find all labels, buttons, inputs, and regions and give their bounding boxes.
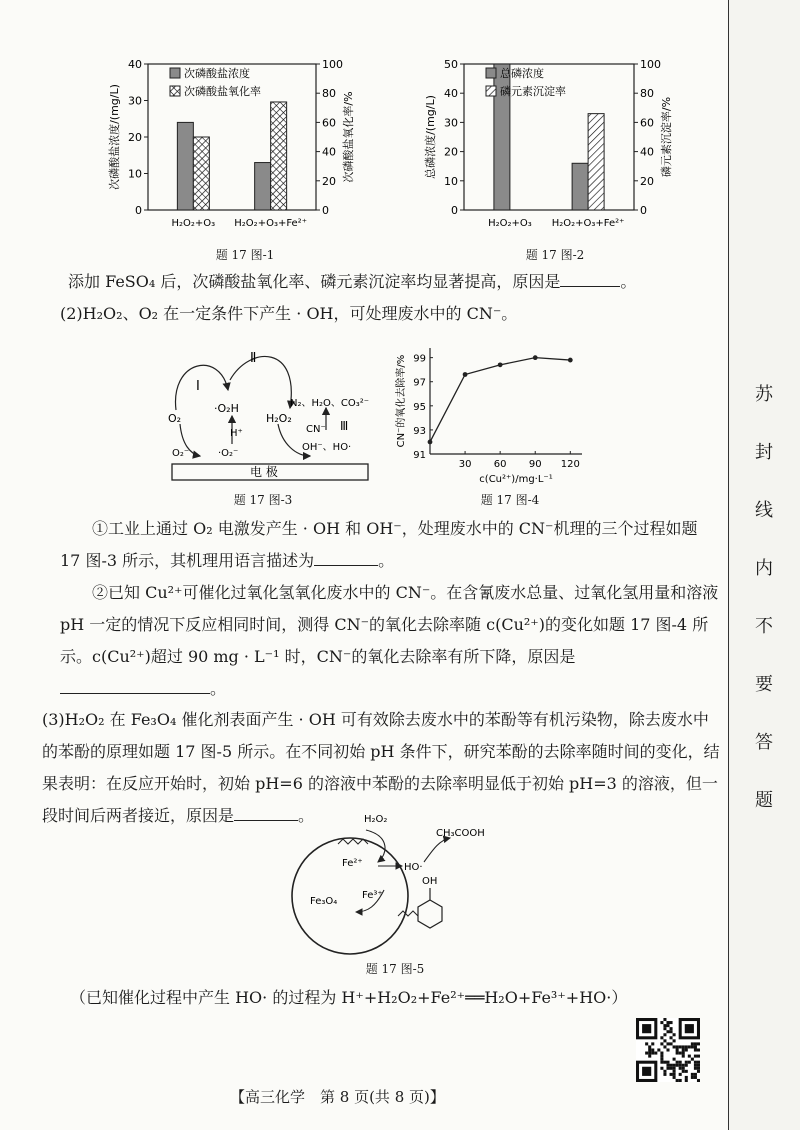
qr-module <box>688 1061 691 1064</box>
qr-module <box>691 1042 694 1045</box>
qr-module <box>670 1027 673 1030</box>
question-3-text: (3)H₂O₂ 在 Fe₃O₄ 催化剂表面产生 · OH 可有效除去废水中的苯酚等有机污染物，除去废水中的苯酚的原理如题 17 图-5 所示。在不同初始 pH 条件下，研究苯酚的去除率随时间的变化，结果表明：在反应开始时，初始 pH=6 的溶液中苯酚的去除率明显低于初始 pH=3 的溶液，但一段时间后两者接近，原因是 <box>42 710 720 825</box>
qr-module <box>685 1048 688 1051</box>
qr-module <box>660 1067 663 1070</box>
catalysis-note: （已知催化过程中产生 HO· 的过程为 H⁺+H₂O₂+Fe²⁺══H₂O+Fe³⁺+HO·） <box>70 988 628 1007</box>
bar-次磷酸盐氧化率 <box>193 137 209 210</box>
qr-module <box>682 1064 685 1067</box>
qr-module <box>648 1055 651 1058</box>
qr-module <box>663 1039 666 1042</box>
wavy-bond-top <box>338 839 368 844</box>
qr-finder-core <box>642 1024 651 1033</box>
qr-module <box>679 1079 682 1082</box>
oh-group-label: OH <box>422 876 438 887</box>
qr-module <box>670 1036 673 1039</box>
legend-swatch <box>486 68 496 78</box>
x-tick-label: 60 <box>493 459 507 470</box>
o2-minus-mid-label: ·O₂⁻ <box>218 448 239 459</box>
qr-module <box>648 1048 651 1051</box>
seal-char: 苏 <box>755 384 773 405</box>
qr-module <box>682 1052 685 1055</box>
seal-char: 内 <box>755 558 773 579</box>
y2-tick-label: 100 <box>640 58 661 71</box>
figure-17-4-caption: 题 17 图-4 <box>480 493 540 507</box>
y-tick-label: 95 <box>413 401 426 413</box>
y2-axis-label: 次磷酸盐氧化率/% <box>342 91 355 183</box>
legend-label: 次磷酸盐氧化率 <box>184 85 261 98</box>
qr-module <box>679 1067 682 1070</box>
qr-module <box>663 1070 666 1073</box>
figure-17-5 <box>280 808 510 958</box>
qr-module <box>666 1042 669 1045</box>
qr-module <box>676 1079 679 1082</box>
o2h-label: ·O₂H <box>214 402 239 415</box>
figure-17-4 <box>392 338 602 488</box>
qr-module <box>663 1045 666 1048</box>
qr-module <box>685 1079 688 1082</box>
figure-17-2-caption: 题 17 图-2 <box>525 248 585 262</box>
label-I: Ⅰ <box>196 379 200 394</box>
qr-module <box>663 1061 666 1064</box>
qr-module <box>694 1048 697 1051</box>
seal-char: 不 <box>755 616 773 637</box>
qr-module <box>670 1042 673 1045</box>
phenol-removal-diagram <box>280 808 510 958</box>
qr-finder-core <box>685 1024 694 1033</box>
figure-17-2 <box>412 52 712 242</box>
period: 。 <box>378 551 395 570</box>
y-tick-label: 40 <box>128 58 142 71</box>
qr-module <box>663 1027 666 1030</box>
qr-module <box>697 1048 700 1051</box>
qr-module <box>694 1055 697 1058</box>
qr-module <box>666 1061 669 1064</box>
qr-module <box>651 1052 654 1055</box>
y-tick-label: 91 <box>413 450 426 461</box>
qr-module <box>663 1033 666 1036</box>
legend-swatch <box>170 86 180 96</box>
answer-blank-1[interactable] <box>560 268 620 287</box>
qr-module <box>648 1045 651 1048</box>
bar-次磷酸盐浓度 <box>177 122 193 210</box>
qr-module <box>660 1036 663 1039</box>
chart-17-4 <box>392 338 602 488</box>
page-footer: 【高三化学 第 8 页(共 8 页)】 <box>230 1088 445 1106</box>
qr-module <box>688 1055 691 1058</box>
y-tick-label: 10 <box>128 167 142 181</box>
qr-module <box>666 1048 669 1051</box>
qr-module <box>660 1058 663 1061</box>
qr-module <box>645 1042 648 1045</box>
qr-module <box>694 1073 697 1076</box>
qr-module <box>666 1024 669 1027</box>
y-tick-label: 93 <box>413 425 426 437</box>
qr-module <box>645 1052 648 1055</box>
qr-module <box>679 1052 682 1055</box>
qr-module <box>697 1070 700 1073</box>
process-II-arc <box>230 356 291 408</box>
x-tick-label: 120 <box>560 459 580 470</box>
qr-module <box>685 1045 688 1048</box>
figure-17-1 <box>96 52 386 242</box>
figure-17-5-caption: 题 17 图-5 <box>365 962 425 976</box>
qr-module <box>660 1021 663 1024</box>
qr-module <box>685 1070 688 1073</box>
qr-module <box>670 1030 673 1033</box>
qr-module <box>666 1067 669 1070</box>
ho-to-acid-arrow <box>424 838 450 862</box>
qr-module <box>682 1067 685 1070</box>
data-point <box>498 362 503 367</box>
data-point <box>463 372 468 377</box>
qr-module <box>666 1021 669 1024</box>
legend-label: 次磷酸盐浓度 <box>184 67 250 80</box>
seal-char: 线 <box>755 500 773 521</box>
question-1-tail <box>68 266 718 298</box>
legend-label: 磷元素沉淀率 <box>500 85 566 98</box>
qr-module <box>663 1024 666 1027</box>
chart-17-2 <box>412 52 712 242</box>
qr-module <box>694 1045 697 1048</box>
y2-axis-label: 磷元素沉淀率/% <box>660 96 673 178</box>
data-point <box>568 358 573 363</box>
qr-module <box>685 1064 688 1067</box>
qr-module <box>663 1073 666 1076</box>
phenol-ring <box>418 900 442 928</box>
y2-tick-label: 80 <box>640 87 654 101</box>
qr-module <box>663 1018 666 1021</box>
qr-module <box>654 1052 657 1055</box>
qr-finder-core <box>642 1067 651 1076</box>
x-category-label: H₂O₂+O₃ <box>488 218 532 229</box>
y-axis-label: 次磷酸盐浓度/(mg/L) <box>108 84 121 190</box>
question-2-part-2 <box>60 577 720 705</box>
answer-blank-3[interactable] <box>60 675 210 694</box>
figure-17-3-caption: 题 17 图-3 <box>233 493 293 507</box>
question-1-text: 添加 FeSO₄ 后，次磷酸盐氧化率、磷元素沉淀率均显著提高，原因是 <box>68 272 561 291</box>
period: 。 <box>210 679 227 698</box>
x-category-label: H₂O₂+O₃ <box>171 218 216 229</box>
qr-module <box>670 1067 673 1070</box>
qr-module <box>660 1061 663 1064</box>
period: 。 <box>620 272 637 291</box>
qr-code <box>636 1018 700 1082</box>
bar-总磷浓度 <box>572 163 588 210</box>
mechanism-diagram <box>150 340 370 490</box>
x-axis-label: c(Cu²⁺)/mg·L⁻¹ <box>479 474 553 485</box>
seal-char: 答 <box>755 732 773 753</box>
qr-module <box>694 1042 697 1045</box>
figure-17-1-caption: 题 17 图-1 <box>215 248 275 262</box>
x-tick-label: 90 <box>528 459 542 470</box>
qr-module <box>679 1064 682 1067</box>
data-point <box>428 440 433 445</box>
qr-module <box>697 1042 700 1045</box>
y2-tick-label: 60 <box>322 116 336 130</box>
h2o2-label: H₂O₂ <box>266 412 292 425</box>
seal-char: 要 <box>755 674 773 695</box>
y-tick-label: 30 <box>444 116 458 130</box>
qr-module <box>676 1064 679 1067</box>
y-tick-label: 0 <box>135 204 142 217</box>
y-tick-label: 50 <box>444 58 458 71</box>
x-category-label: H₂O₂+O₃+Fe²⁺ <box>551 218 625 229</box>
qr-module <box>697 1079 700 1082</box>
o2-minus-left-label: O₂⁻ <box>172 448 190 459</box>
qr-module <box>694 1061 697 1064</box>
qr-module <box>697 1055 700 1058</box>
wavy-bond-bottom <box>398 911 418 916</box>
qr-module <box>666 1030 669 1033</box>
h2o2-arrow <box>366 830 385 862</box>
electrode-label: 电 极 <box>250 465 278 479</box>
series-line <box>430 358 570 442</box>
y-tick-label: 99 <box>413 353 426 365</box>
y-axis-label: CN⁻的氧化去除率/% <box>396 354 407 448</box>
qr-module <box>676 1048 679 1051</box>
y-tick-label: 20 <box>128 131 142 144</box>
y2-tick-label: 80 <box>322 87 336 101</box>
bar-磷元素沉淀率 <box>588 114 604 210</box>
qr-module <box>694 1064 697 1067</box>
y-tick-label: 20 <box>444 145 458 159</box>
qr-module <box>682 1045 685 1048</box>
y2-tick-label: 40 <box>322 145 336 159</box>
qr-module <box>673 1039 676 1042</box>
period: 。 <box>298 806 315 825</box>
legend-swatch <box>170 68 180 78</box>
qr-module <box>691 1045 694 1048</box>
ho-label: HO· <box>404 862 423 873</box>
qr-module <box>682 1048 685 1051</box>
qr-module <box>682 1070 685 1073</box>
qr-module <box>673 1073 676 1076</box>
h-plus-label: H⁺ <box>230 428 243 439</box>
qr-module <box>660 1042 663 1045</box>
qr-module <box>673 1064 676 1067</box>
qr-module <box>697 1061 700 1064</box>
label-III: Ⅲ <box>340 419 349 433</box>
answer-blank-2[interactable] <box>314 547 378 566</box>
question-2-part-2-text: ②已知 Cu²⁺可催化过氧化氢氧化废水中的 CN⁻。在含氰废水总量、过氧化氢用量和溶液 pH 一定的情况下反应相同时间，测得 CN⁻的氧化去除率随 c(Cu²⁺)的变化如题 17 图-4 所示。c(Cu²⁺)超过 90 mg · L⁻¹ 时，CN⁻的氧化去除率有所下降，原因是 <box>60 583 719 666</box>
qr-module <box>685 1061 688 1064</box>
y2-tick-label: 20 <box>322 174 336 188</box>
y2-tick-label: 0 <box>322 204 329 217</box>
question-2-part-1-text: ①工业上通过 O₂ 电激发产生 · OH 和 OH⁻，处理废水中的 CN⁻机理的三个过程如题 17 图-3 所示，其机理用语言描述为 <box>60 519 698 570</box>
o2-label: O₂ <box>168 412 182 425</box>
qr-module <box>691 1058 694 1061</box>
figure-17-3 <box>150 340 370 490</box>
fe2-label: Fe²⁺ <box>342 858 363 869</box>
y2-tick-label: 0 <box>640 204 647 217</box>
bar-次磷酸盐浓度 <box>255 163 271 210</box>
cn-label: CN⁻ <box>306 424 326 435</box>
qr-module <box>673 1045 676 1048</box>
y-axis-label: 总磷浓度/(mg/L) <box>424 95 437 179</box>
qr-module <box>657 1048 660 1051</box>
qr-module <box>670 1021 673 1024</box>
qr-module <box>666 1064 669 1067</box>
y-tick-label: 30 <box>128 94 142 108</box>
qr-module <box>679 1073 682 1076</box>
seal-char: 题 <box>755 790 773 811</box>
qr-module <box>697 1064 700 1067</box>
qr-module <box>697 1067 700 1070</box>
qr-module <box>676 1045 679 1048</box>
qr-module <box>660 1052 663 1055</box>
qr-module <box>694 1067 697 1070</box>
qr-module <box>673 1070 676 1073</box>
fe3o4-label: Fe₃O₄ <box>310 896 338 907</box>
chart-17-1 <box>96 52 386 242</box>
question-2-intro: (2)H₂O₂、O₂ 在一定条件下产生 · OH，可处理废水中的 CN⁻。 <box>60 304 518 323</box>
qr-module <box>682 1055 685 1058</box>
qr-module <box>676 1052 679 1055</box>
qr-module <box>694 1076 697 1079</box>
binding-margin <box>728 0 800 1130</box>
products-label: N₂、H₂O、CO₃²⁻ <box>290 398 370 409</box>
h2o2-label: H₂O₂ <box>364 814 388 825</box>
y-tick-label: 40 <box>444 87 458 101</box>
qr-module <box>648 1052 651 1055</box>
y2-tick-label: 40 <box>640 145 654 159</box>
seal-char: 封 <box>755 442 773 463</box>
qr-module <box>679 1061 682 1064</box>
qr-module <box>691 1073 694 1076</box>
y2-tick-label: 20 <box>640 174 654 188</box>
legend-label: 总磷浓度 <box>500 67 544 80</box>
label-II: Ⅱ <box>250 351 257 366</box>
y-tick-label: 0 <box>451 204 458 217</box>
x-tick-label: 30 <box>458 459 472 470</box>
x-category-label: H₂O₂+O₃+Fe²⁺ <box>234 218 307 229</box>
legend-swatch <box>486 86 496 96</box>
data-point <box>533 355 538 360</box>
qr-module <box>679 1045 682 1048</box>
qr-module <box>673 1076 676 1079</box>
qr-module <box>670 1073 673 1076</box>
qr-module <box>691 1076 694 1079</box>
bar-次磷酸盐氧化率 <box>271 102 287 210</box>
qr-module <box>651 1042 654 1045</box>
qr-module <box>673 1033 676 1036</box>
y2-tick-label: 60 <box>640 116 654 130</box>
qr-module <box>676 1061 679 1064</box>
qr-module <box>673 1058 676 1061</box>
y-tick-label: 10 <box>444 174 458 188</box>
qr-module <box>688 1045 691 1048</box>
question-2-part-1 <box>60 513 720 577</box>
qr-module <box>660 1055 663 1058</box>
qr-module <box>673 1067 676 1070</box>
y-tick-label: 97 <box>413 377 426 389</box>
qr-module <box>685 1076 688 1079</box>
oh-ho-label: OH⁻、HO· <box>302 442 352 453</box>
y2-tick-label: 100 <box>322 58 343 71</box>
acid-label: CH₃COOH <box>436 828 485 839</box>
fe3-label: Fe³⁺ <box>362 890 383 901</box>
qr-module <box>651 1048 654 1051</box>
qr-module <box>670 1064 673 1067</box>
